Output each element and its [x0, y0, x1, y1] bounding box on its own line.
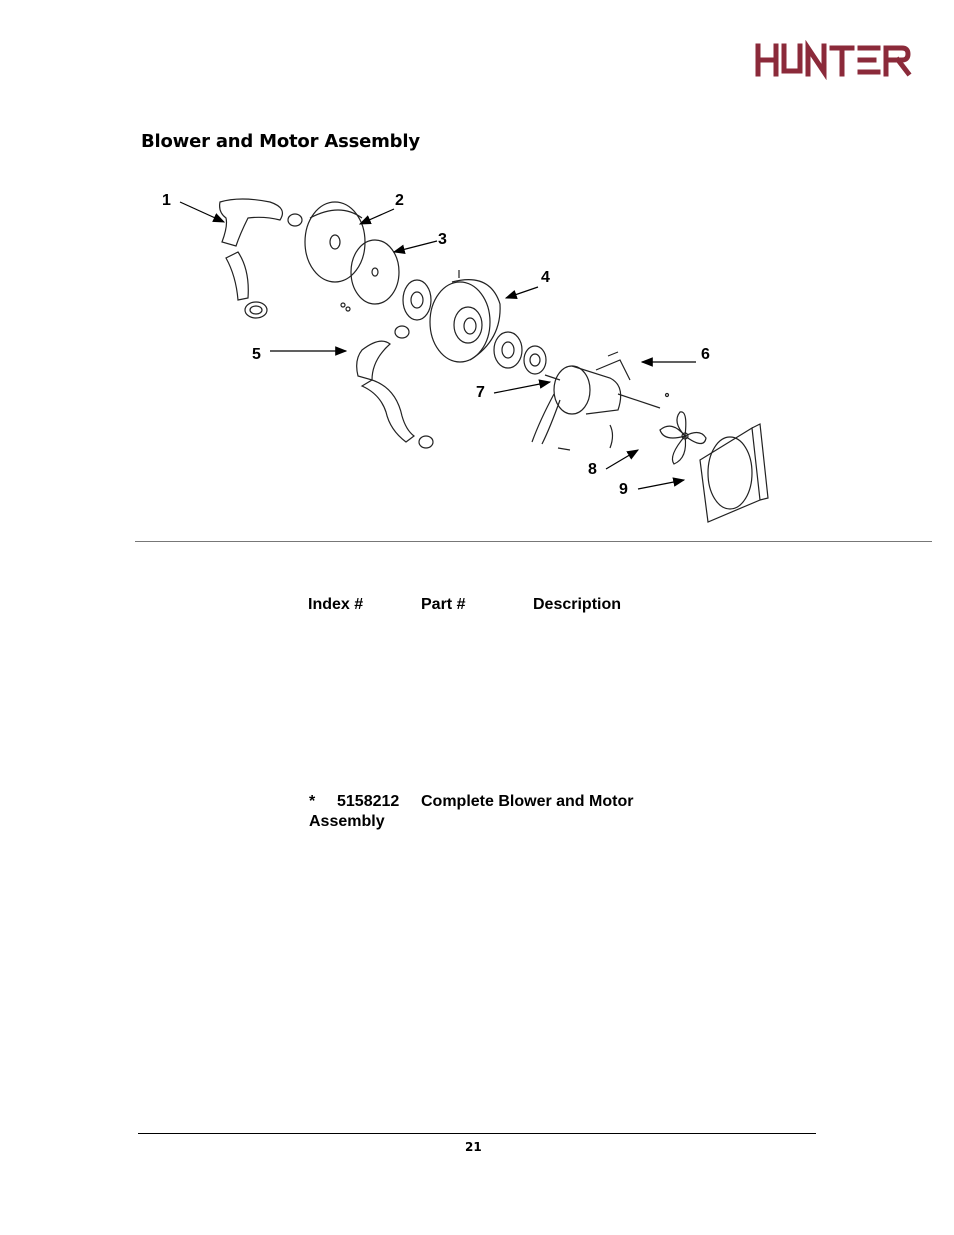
callout-6: 6	[701, 346, 710, 363]
callout-7: 7	[476, 384, 485, 401]
hunter-logo	[752, 40, 912, 80]
callout-2: 2	[395, 192, 404, 209]
section-title: Blower and Motor Assembly	[141, 131, 420, 152]
leader-arrow-4	[506, 287, 538, 298]
exploded-diagram	[140, 180, 780, 525]
leader-arrow-8	[606, 450, 638, 469]
leader-arrow-1	[180, 202, 224, 222]
callout-9: 9	[619, 481, 628, 498]
callout-1: 1	[162, 192, 171, 209]
header-index: Index #	[308, 596, 364, 613]
plate-part	[351, 240, 399, 304]
leader-arrow-7	[494, 382, 550, 393]
footer-divider	[138, 1133, 816, 1134]
fan-blade-part	[660, 394, 706, 465]
housing-cover-part	[305, 202, 365, 311]
callout-3: 3	[438, 231, 447, 248]
header-description: Description	[533, 596, 622, 613]
row-part-number: 5158212	[337, 793, 400, 810]
row-index: *	[309, 793, 316, 810]
hose-lower-part	[357, 326, 433, 448]
leader-arrow-9	[638, 480, 684, 489]
gasket-part	[403, 280, 431, 320]
leader-arrow-3	[394, 241, 437, 252]
page-number: 21	[465, 1140, 482, 1154]
diagram-drawing	[140, 180, 780, 525]
row-description: Complete Blower and Motor	[421, 793, 634, 810]
blower-housing-part	[430, 270, 500, 362]
leader-arrow-2	[360, 209, 394, 224]
motor-part	[532, 366, 660, 444]
header-part: Part #	[421, 596, 466, 613]
callout-8: 8	[588, 461, 597, 478]
callout-4: 4	[541, 269, 550, 286]
hose-elbow-part	[220, 199, 302, 318]
shroud-frame-part	[700, 424, 768, 522]
section-divider	[135, 541, 932, 542]
callout-5: 5	[252, 346, 261, 363]
row-description-continued: Assembly	[309, 813, 385, 830]
